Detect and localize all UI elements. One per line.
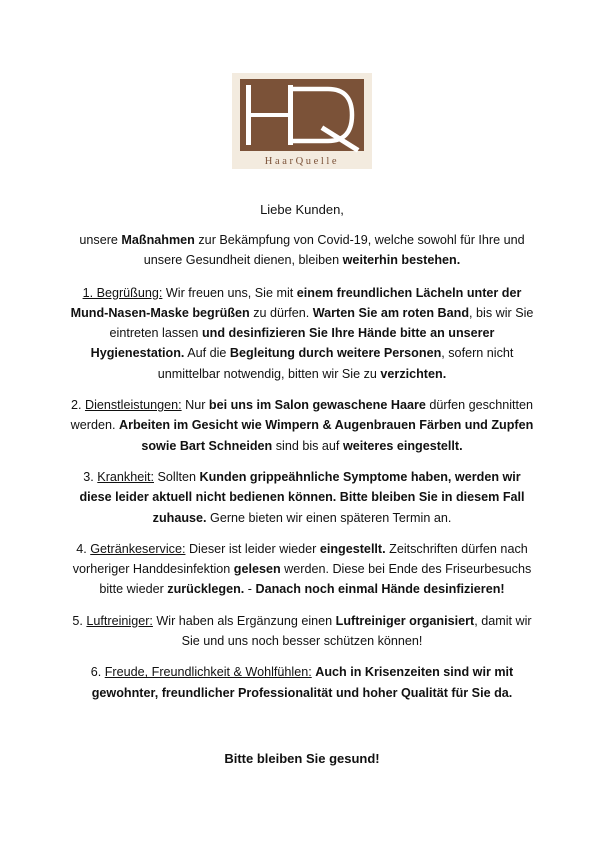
- logo-wordmark: HaarQuelle: [264, 156, 340, 167]
- item-heading: Krankheit:: [97, 469, 154, 484]
- notice-body: [66, 230, 538, 714]
- body-text: -: [244, 582, 256, 597]
- emphasis-text: Arbeiten im Gesicht wie Wimpern & Augenbrauen Färben und Zupfen sowie Bart Schneiden: [118, 418, 534, 453]
- item-heading: 1. Begrüßung:: [82, 285, 163, 300]
- body-text: , sofern nicht unmittelbar notwendig, bitten wir Sie zu: [157, 346, 514, 381]
- emphasis-text: weiterhin bestehen.: [342, 253, 461, 268]
- emphasis-text: eingestellt.: [319, 541, 386, 556]
- body-text: zur Bekämpfung von Covid-19, welche sowohl für Ihre und unsere Gesundheit dienen, bleiben: [143, 233, 525, 268]
- item-heading: Freude, Freundlichkeit & Wohlfühlen:: [104, 665, 312, 680]
- body-text: 2.: [70, 398, 85, 413]
- emphasis-text: Auch in Krisenzeiten sind wir mit gewohnter, freundlicher Professionalität und hoher Qualität für Sie da.: [91, 665, 514, 700]
- body-text: 4.: [76, 541, 91, 556]
- item-heading: Getränkeservice:: [90, 541, 186, 556]
- emphasis-text: zurücklegen.: [167, 582, 245, 597]
- body-text: 3.: [83, 469, 98, 484]
- emphasis-text: Warten Sie am roten Band: [312, 305, 470, 320]
- emphasis-text: bei uns im Salon gewaschene Haare: [208, 398, 426, 413]
- measure-item-4: [66, 539, 538, 600]
- haarquelle-logo-graphic: [232, 73, 372, 169]
- body-text: Zeitschriften dürfen nach vorheriger Handdesinfektion: [72, 541, 528, 577]
- emphasis-text: Begleitung durch weitere Personen: [229, 346, 442, 361]
- item-heading: Dienstleistungen:: [84, 398, 182, 413]
- measure-item-6: [66, 662, 538, 703]
- emphasis-text: einem freundlichen Lächeln unter der Mund-Nasen-Maske begrüßen: [70, 285, 522, 320]
- emphasis-text: und desinfizieren Sie Ihre Hände bitte an unserer Hygienestation.: [90, 326, 495, 361]
- body-text: Gerne bieten wir einen späteren Termin an.: [206, 510, 452, 525]
- emphasis-text: Kunden grippeähnliche Symptome haben, werden wir diese leider aktuell nicht bedienen können. Bitte bleiben Sie in diesem Fall zuhause.: [79, 469, 525, 525]
- body-text: 6.: [90, 665, 105, 680]
- body-text: unsere: [79, 233, 122, 247]
- measures-list: [66, 283, 538, 703]
- greeting: Liebe Kunden,: [260, 202, 344, 217]
- haarquelle-logo: [232, 73, 372, 169]
- measure-item-3: [66, 467, 538, 528]
- body-text: Nur: [181, 398, 209, 413]
- item-heading: Luftreiniger:: [86, 613, 153, 628]
- body-text: Dieser ist leider wieder: [185, 541, 320, 556]
- body-text: Auf die: [184, 346, 230, 361]
- logo-h-crossbar: [246, 113, 293, 117]
- measure-item-1: [66, 283, 538, 384]
- emphasis-text: gelesen: [233, 562, 281, 577]
- body-text: sind bis auf: [272, 438, 343, 453]
- intro-paragraph: [66, 230, 538, 271]
- body-text: Wir freuen uns, Sie mit: [162, 285, 297, 300]
- emphasis-text: weiteres eingestellt.: [342, 438, 463, 453]
- body-text: Wir haben als Ergänzung einen: [152, 613, 336, 628]
- closing-line: Bitte bleiben Sie gesund!: [224, 751, 380, 766]
- body-text: , damit wir Sie und uns noch besser schützen können!: [181, 613, 532, 649]
- body-text: werden. Diese bei Ende des Friseurbesuchs bitte wieder: [99, 562, 532, 597]
- measure-item-5: [66, 611, 538, 652]
- body-text: 5.: [72, 613, 87, 628]
- emphasis-text: Maßnahmen: [121, 233, 195, 247]
- emphasis-text: Danach noch einmal Hände desinfizieren!: [255, 582, 505, 597]
- measure-item-2: [66, 395, 538, 456]
- body-text: , bis wir Sie eintreten lassen: [109, 305, 534, 341]
- emphasis-text: verzichten.: [380, 366, 447, 381]
- body-text: Sollten: [154, 469, 200, 484]
- emphasis-text: Luftreiniger organisiert: [335, 613, 475, 628]
- body-text: dürfen geschnitten werden.: [70, 398, 534, 433]
- body-text: zu dürfen.: [249, 305, 313, 320]
